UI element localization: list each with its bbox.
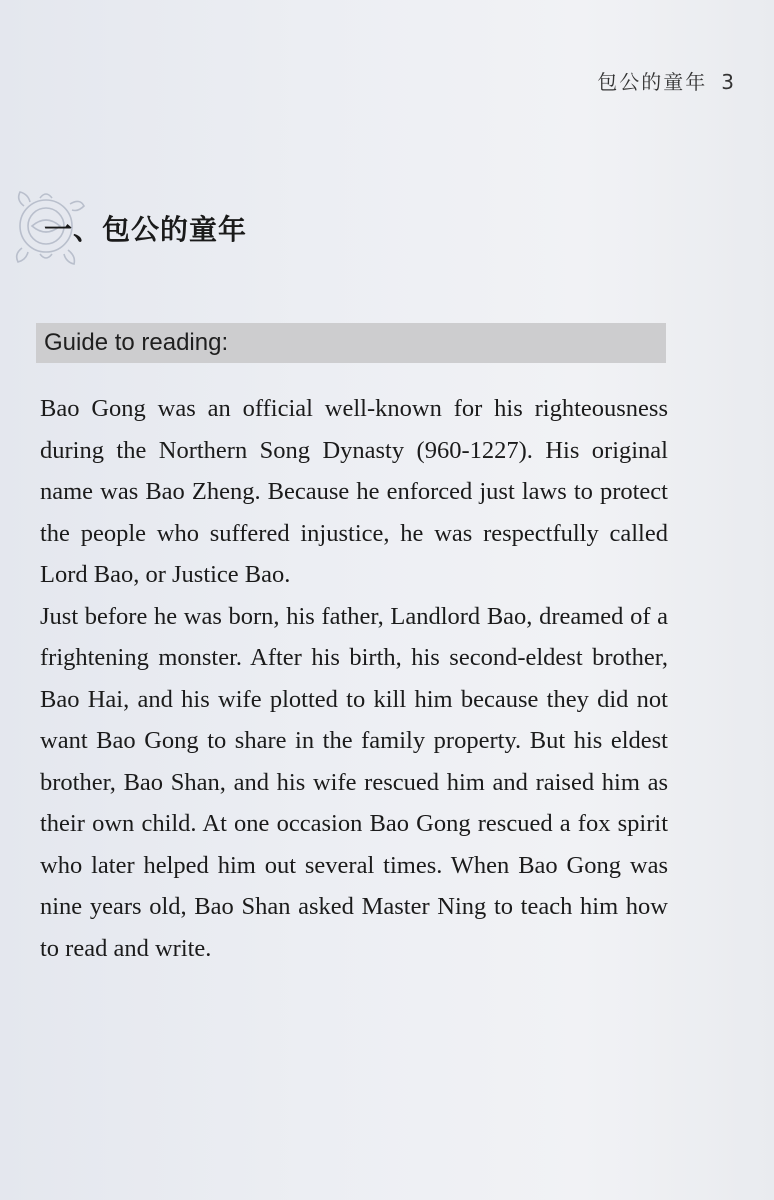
page-number: 3 xyxy=(721,70,736,94)
body-text xyxy=(40,388,668,969)
chapter-title: 一、包公的童年 xyxy=(44,213,248,246)
paragraph-story: Just before he was born, his father, Landlord Bao, dreamed of a frightening monster. After his birth, his second-eldest brother, Bao Hai, and his wife plotted to kill him because they did not want Bao Gong to share in the family property. But his eldest brother, Bao Shan, and his wife rescued him and raised him as their own child. At one occasion Bao Gong rescued a fox spirit who later helped him out several times. When Bao Gong was nine years old, Bao Shan asked Master Ning to teach him how to read and write. xyxy=(40,602,668,962)
running-head xyxy=(597,66,736,95)
guide-heading-bar xyxy=(36,323,666,363)
paragraph-intro: Bao Gong was an official well-known for his righteousness during the Northern Song Dynasty (960-1227). His original name was Bao Zheng. Because he enforced just laws to protect the people who suffered injustice, he was respectfully called Lord Bao, or Justice Bao. xyxy=(40,395,668,588)
running-head-title: 包公的童年 xyxy=(597,70,708,94)
guide-heading-label: Guide to reading: xyxy=(44,329,229,356)
